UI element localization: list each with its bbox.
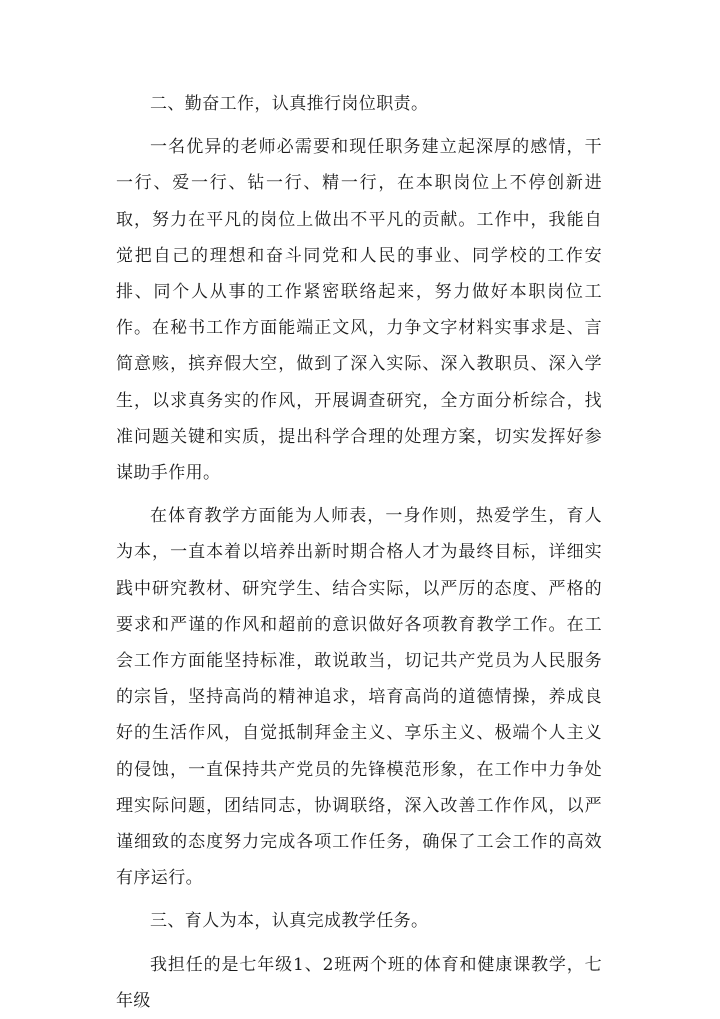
paragraph-teaching-union: 在体育教学方面能为人师表，一身作则，热爱学生，育人为本，一直本着以培养出新时期合格人才为最终目标，详细实践中研究教材、研究学生、结合实际，以严厉的态度、严格的要求和严谨的作风和超前的意识做好各项教育教学工作。在工会工作方面能坚持标准，敢说敢当，切记共产党员为人民服务的宗旨，坚持高尚的精神追求，培育高尚的道德情操，养成良好的生活作风，自觉抵制拜金主义、享乐主义、极端个人主义的侵蚀，一直保持共产党员的先锋模范形象，在工作中力争处理实际问题，团结同志，协调联络，深入改善工作作风，以严谨细致的态度努力完成各项工作任务，确保了工会工作的高效有序运行。 xyxy=(116,506,602,889)
paragraph-work-duty: 一名优异的老师必需要和现任职务建立起深厚的感情，干一行、爱一行、钻一行、精一行，在本职岗位上不停创新进取，努力在平凡的岗位上做出不平凡的贡献。工作中，我能自觉把自己的理想和奋斗同党和人民的事业、同学校的工作安排、同个人从事的工作紧密联络起来，努力做好本职岗位工作。在秘书工作方面能端正文风，力争文字材料实事求是、言简意赅，摈弃假大空，做到了深入实际、深入教职员、深入学生，以求真务实的作风，开展调查研究，全方面分析综合，找准问题关键和实质，提出科学合理的处理方案，切实发挥好参谋助手作用。 xyxy=(116,137,602,484)
document-body xyxy=(116,86,602,1019)
paragraph-class-teaching: 我担任的是七年级1、2班两个班的体育和健康课教学，七年级 xyxy=(116,954,602,1011)
section-heading-two: 二、勤奋工作，认真推行岗位职责。 xyxy=(150,94,429,114)
section-heading-three: 三、育人为本，认真完成教学任务。 xyxy=(150,911,429,932)
